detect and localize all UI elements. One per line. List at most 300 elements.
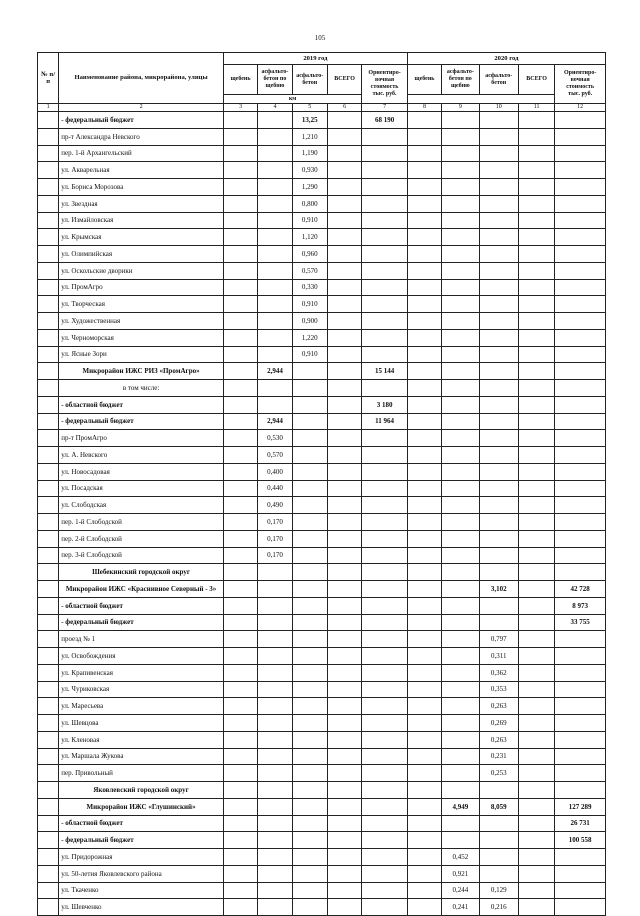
value-cell [555, 715, 606, 732]
row-number-cell [38, 748, 59, 765]
value-cell [479, 329, 518, 346]
row-number-cell [38, 514, 59, 531]
value-cell [258, 179, 292, 196]
value-cell [407, 179, 441, 196]
value-cell [258, 195, 292, 212]
value-cell [442, 313, 479, 330]
value-cell [518, 865, 554, 882]
value-cell: 8 973 [555, 597, 606, 614]
value-cell [407, 832, 441, 849]
table-row [38, 631, 606, 648]
value-cell [223, 849, 257, 866]
value-cell [442, 782, 479, 799]
value-cell [223, 463, 257, 480]
value-cell [292, 430, 327, 447]
value-cell [479, 396, 518, 413]
value-cell [292, 748, 327, 765]
row-name-cell: ул. Бориса Морозова [59, 179, 224, 196]
value-cell [292, 447, 327, 464]
table-row [38, 765, 606, 782]
table-body [38, 112, 606, 916]
value-cell: 0,241 [442, 899, 479, 916]
value-cell [223, 865, 257, 882]
value-cell: 0,362 [479, 664, 518, 681]
value-cell [327, 313, 361, 330]
value-cell [362, 564, 408, 581]
value-cell [407, 363, 441, 380]
value-cell [292, 865, 327, 882]
value-cell [407, 195, 441, 212]
value-cell [223, 396, 257, 413]
row-number-cell [38, 664, 59, 681]
value-cell [407, 564, 441, 581]
row-number-cell [38, 681, 59, 698]
value-cell [327, 849, 361, 866]
table-row [38, 815, 606, 832]
table-row [38, 162, 606, 179]
value-cell [442, 430, 479, 447]
value-cell [258, 262, 292, 279]
row-number-cell [38, 396, 59, 413]
value-cell [362, 648, 408, 665]
row-number-cell [38, 882, 59, 899]
value-cell [362, 246, 408, 263]
value-cell: 1,190 [292, 145, 327, 162]
value-cell: 0,530 [258, 430, 292, 447]
value-cell [407, 798, 441, 815]
value-cell [292, 597, 327, 614]
header-asphalt-2019: асфальто-бетон [292, 65, 327, 95]
table-row [38, 346, 606, 363]
table-row [38, 614, 606, 631]
row-name-cell: ул. Крымская [59, 229, 224, 246]
value-cell [327, 430, 361, 447]
value-cell: 11 964 [362, 413, 408, 430]
value-cell [442, 564, 479, 581]
value-cell [555, 748, 606, 765]
table-row [38, 279, 606, 296]
table-header [38, 53, 606, 112]
value-cell [407, 212, 441, 229]
value-cell [555, 212, 606, 229]
header-asphalt-2020: асфальто-бетон [479, 65, 518, 95]
row-name-cell: ул. Шевченко [59, 899, 224, 916]
value-cell [258, 731, 292, 748]
value-cell [442, 396, 479, 413]
table-row [38, 430, 606, 447]
value-cell [407, 882, 441, 899]
row-name-cell: ул. Маресьева [59, 698, 224, 715]
value-cell [407, 530, 441, 547]
table-row [38, 581, 606, 598]
value-cell [479, 413, 518, 430]
value-cell [479, 313, 518, 330]
value-cell [258, 112, 292, 129]
value-cell [555, 296, 606, 313]
row-number-cell [38, 832, 59, 849]
value-cell [407, 664, 441, 681]
value-cell: 0,400 [258, 463, 292, 480]
value-cell [442, 112, 479, 129]
value-cell [555, 664, 606, 681]
value-cell [407, 262, 441, 279]
value-cell [555, 262, 606, 279]
header-year-2019: 2019 год [223, 53, 407, 65]
row-number-cell [38, 798, 59, 815]
value-cell [258, 631, 292, 648]
table-row [38, 597, 606, 614]
header-cost-2020 [555, 65, 606, 104]
value-cell [518, 396, 554, 413]
value-cell [407, 731, 441, 748]
value-cell [327, 748, 361, 765]
value-cell [327, 128, 361, 145]
value-cell [327, 782, 361, 799]
value-cell [518, 899, 554, 916]
table-row [38, 530, 606, 547]
row-name-cell: ул. Ткаченко [59, 882, 224, 899]
value-cell [479, 296, 518, 313]
value-cell [479, 279, 518, 296]
value-cell: 42 728 [555, 581, 606, 598]
value-cell [223, 631, 257, 648]
value-cell [407, 162, 441, 179]
value-cell [407, 514, 441, 531]
value-cell [223, 313, 257, 330]
value-cell [362, 748, 408, 765]
value-cell [258, 145, 292, 162]
value-cell [407, 597, 441, 614]
table-row [38, 748, 606, 765]
value-cell [555, 648, 606, 665]
value-cell [258, 782, 292, 799]
value-cell [518, 430, 554, 447]
value-cell: 0,900 [292, 313, 327, 330]
row-number-cell [38, 899, 59, 916]
value-cell [327, 229, 361, 246]
value-cell [518, 179, 554, 196]
value-cell: 100 558 [555, 832, 606, 849]
value-cell [518, 329, 554, 346]
value-cell [223, 413, 257, 430]
row-name-cell: - областной бюджет [59, 396, 224, 413]
value-cell [442, 698, 479, 715]
row-number-cell [38, 329, 59, 346]
value-cell [518, 648, 554, 665]
value-cell [258, 346, 292, 363]
value-cell [442, 413, 479, 430]
value-cell [292, 882, 327, 899]
value-cell [518, 296, 554, 313]
row-name-cell: пр-т Александра Невского [59, 128, 224, 145]
value-cell [518, 698, 554, 715]
value-cell [362, 463, 408, 480]
value-cell [407, 765, 441, 782]
row-name-cell: ул. Крапивенская [59, 664, 224, 681]
row-number-cell [38, 179, 59, 196]
table-row [38, 865, 606, 882]
value-cell [479, 832, 518, 849]
value-cell: 0,263 [479, 698, 518, 715]
value-cell [518, 597, 554, 614]
header-year-2020: 2020 год [407, 53, 605, 65]
header-total-2019: ВСЕГО [327, 65, 361, 95]
value-cell [223, 530, 257, 547]
value-cell [223, 614, 257, 631]
value-cell [555, 112, 606, 129]
value-cell [442, 279, 479, 296]
value-cell [292, 497, 327, 514]
value-cell [292, 698, 327, 715]
value-cell [479, 430, 518, 447]
table-row [38, 547, 606, 564]
value-cell [327, 162, 361, 179]
value-cell [292, 765, 327, 782]
value-cell [442, 681, 479, 698]
table-row [38, 363, 606, 380]
value-cell [518, 145, 554, 162]
row-number-cell [38, 547, 59, 564]
table-row [38, 463, 606, 480]
value-cell [442, 648, 479, 665]
value-cell [479, 782, 518, 799]
row-name-cell: - федеральный бюджет [59, 413, 224, 430]
column-number-cell: 12 [555, 104, 606, 112]
value-cell [479, 815, 518, 832]
value-cell [327, 698, 361, 715]
value-cell [442, 329, 479, 346]
row-name-cell: ул. Новосадовая [59, 463, 224, 480]
value-cell [362, 631, 408, 648]
value-cell: 1,290 [292, 179, 327, 196]
row-name-cell: - федеральный бюджет [59, 832, 224, 849]
value-cell [479, 597, 518, 614]
value-cell [555, 279, 606, 296]
value-cell [518, 815, 554, 832]
header-gravel-2020: щебень [407, 65, 441, 95]
value-cell [223, 564, 257, 581]
column-number-cell: 7 [362, 104, 408, 112]
value-cell [223, 229, 257, 246]
value-cell [292, 396, 327, 413]
value-cell [223, 882, 257, 899]
row-number-cell [38, 463, 59, 480]
value-cell [362, 798, 408, 815]
row-name-cell: ул. Чуриковская [59, 681, 224, 698]
value-cell: 0,244 [442, 882, 479, 899]
value-cell [362, 715, 408, 732]
column-number-cell: 8 [407, 104, 441, 112]
road-table [37, 52, 606, 916]
row-name-cell: - областной бюджет [59, 815, 224, 832]
row-number-cell [38, 229, 59, 246]
value-cell [223, 497, 257, 514]
value-cell [479, 162, 518, 179]
value-cell [362, 698, 408, 715]
header-cost-2019 [362, 65, 408, 104]
row-name-cell: ул. Освобождения [59, 648, 224, 665]
value-cell [362, 849, 408, 866]
value-cell: 0,910 [292, 296, 327, 313]
row-number-cell [38, 313, 59, 330]
value-cell [258, 899, 292, 916]
value-cell [555, 514, 606, 531]
value-cell [327, 363, 361, 380]
value-cell [327, 865, 361, 882]
value-cell: 0,170 [258, 514, 292, 531]
value-cell [258, 715, 292, 732]
value-cell [327, 246, 361, 263]
header-unit-km-2019: км [223, 95, 361, 104]
value-cell [362, 614, 408, 631]
table-row [38, 413, 606, 430]
value-cell [327, 899, 361, 916]
value-cell [327, 798, 361, 815]
value-cell [442, 514, 479, 531]
row-name-cell: ул. А. Невского [59, 447, 224, 464]
value-cell [442, 463, 479, 480]
table-row [38, 832, 606, 849]
value-cell [479, 514, 518, 531]
value-cell [555, 899, 606, 916]
value-cell [442, 262, 479, 279]
value-cell [479, 229, 518, 246]
value-cell [555, 765, 606, 782]
value-cell [327, 631, 361, 648]
value-cell [292, 631, 327, 648]
value-cell [327, 648, 361, 665]
value-cell [362, 681, 408, 698]
row-number-cell [38, 815, 59, 832]
row-name-cell: ул. Посадская [59, 480, 224, 497]
value-cell [518, 715, 554, 732]
value-cell [292, 715, 327, 732]
table-row [38, 782, 606, 799]
value-cell [223, 162, 257, 179]
value-cell [362, 597, 408, 614]
value-cell [327, 832, 361, 849]
row-name-cell: пер. 2-й Слободской [59, 530, 224, 547]
value-cell [407, 246, 441, 263]
row-number-cell [38, 614, 59, 631]
row-number-cell [38, 195, 59, 212]
value-cell [327, 497, 361, 514]
value-cell [479, 179, 518, 196]
value-cell [292, 363, 327, 380]
row-name-cell: Микрорайон ИЖС РИЗ «ПромАгро» [59, 363, 224, 380]
value-cell [442, 145, 479, 162]
value-cell [258, 765, 292, 782]
value-cell [258, 564, 292, 581]
row-name-cell: пер. 1-й Слободской [59, 514, 224, 531]
value-cell [479, 447, 518, 464]
value-cell [327, 463, 361, 480]
value-cell [442, 815, 479, 832]
value-cell [555, 128, 606, 145]
value-cell [327, 112, 361, 129]
value-cell [479, 128, 518, 145]
value-cell [518, 782, 554, 799]
header-cost-unit: тыс. руб. [568, 91, 593, 97]
value-cell: 0,921 [442, 865, 479, 882]
value-cell [555, 313, 606, 330]
value-cell [258, 279, 292, 296]
value-cell [518, 765, 554, 782]
value-cell [327, 547, 361, 564]
header-total-2020: ВСЕГО [518, 65, 554, 95]
value-cell: 13,25 [292, 112, 327, 129]
value-cell: 0,253 [479, 765, 518, 782]
value-cell [407, 698, 441, 715]
value-cell [223, 648, 257, 665]
value-cell [258, 798, 292, 815]
table-row [38, 715, 606, 732]
column-number-cell: 5 [292, 104, 327, 112]
value-cell: 3,102 [479, 581, 518, 598]
value-cell [258, 698, 292, 715]
row-number-cell [38, 296, 59, 313]
row-number-cell [38, 715, 59, 732]
header-asphalt-gravel-2019: асфальто-бетон по щебню [258, 65, 292, 95]
value-cell [223, 179, 257, 196]
value-cell [518, 413, 554, 430]
value-cell [327, 882, 361, 899]
table-row [38, 731, 606, 748]
value-cell [479, 112, 518, 129]
value-cell [362, 530, 408, 547]
value-cell [518, 279, 554, 296]
value-cell [223, 480, 257, 497]
row-number-cell [38, 128, 59, 145]
value-cell [327, 212, 361, 229]
value-cell [292, 463, 327, 480]
header-cost-label: Ориентиро-вочная стоимость [368, 70, 401, 90]
value-cell [362, 514, 408, 531]
value-cell [327, 765, 361, 782]
row-number-cell [38, 581, 59, 598]
value-cell [327, 815, 361, 832]
row-name-cell: ул. Олимпийская [59, 246, 224, 263]
value-cell [407, 128, 441, 145]
value-cell [442, 447, 479, 464]
value-cell [258, 614, 292, 631]
value-cell [555, 865, 606, 882]
value-cell [327, 195, 361, 212]
value-cell [223, 597, 257, 614]
value-cell [223, 664, 257, 681]
value-cell [327, 564, 361, 581]
table-row [38, 849, 606, 866]
value-cell [362, 262, 408, 279]
value-cell [327, 530, 361, 547]
value-cell: 0,490 [258, 497, 292, 514]
value-cell [362, 447, 408, 464]
row-number-cell [38, 530, 59, 547]
table-row [38, 329, 606, 346]
value-cell [518, 731, 554, 748]
value-cell [518, 112, 554, 129]
value-cell [327, 296, 361, 313]
value-cell: 0,930 [292, 162, 327, 179]
value-cell [518, 363, 554, 380]
value-cell [407, 145, 441, 162]
value-cell [555, 698, 606, 715]
value-cell [555, 731, 606, 748]
value-cell [258, 882, 292, 899]
value-cell [407, 279, 441, 296]
value-cell [362, 865, 408, 882]
row-number-cell [38, 145, 59, 162]
